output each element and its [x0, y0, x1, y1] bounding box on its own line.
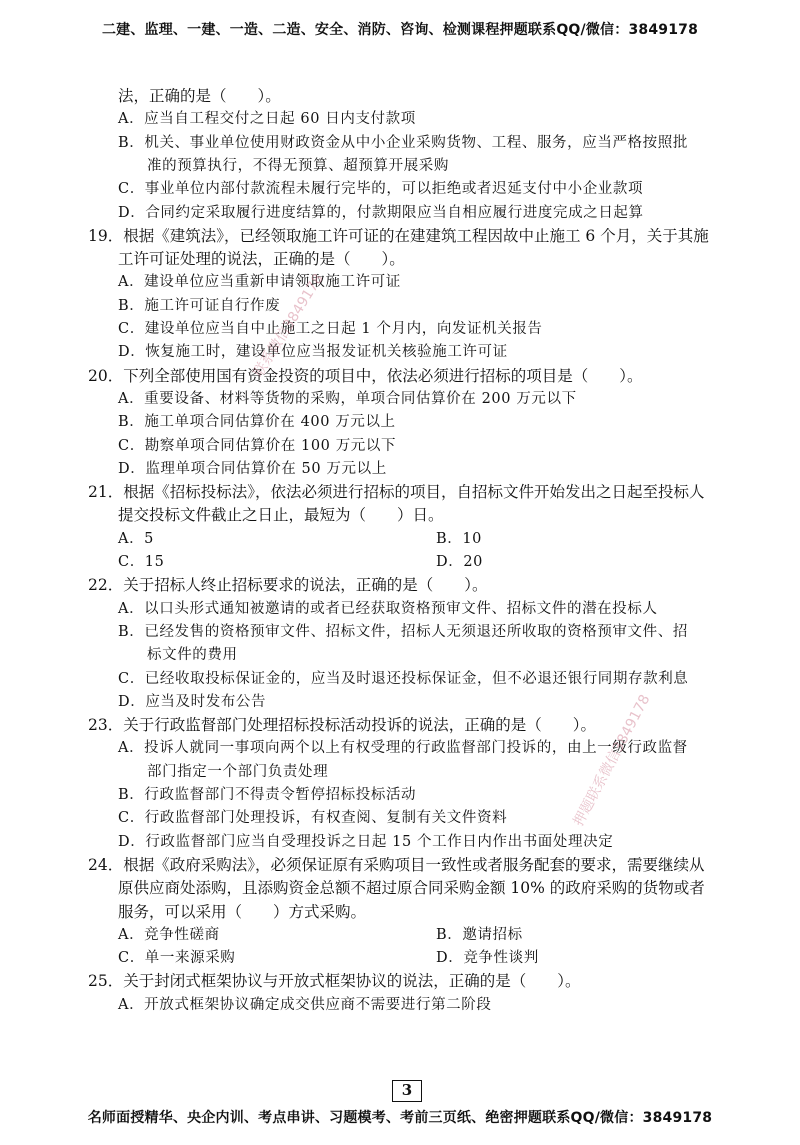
answer-option: C．行政监督部门处理投诉，有权查阅、复制有关文件资料 — [118, 810, 508, 826]
answer-option: A．竞争性磋商 — [118, 927, 220, 943]
answer-option: B．施工单项合同估算价在 400 万元以上 — [118, 414, 396, 430]
answer-option: D．20 — [436, 554, 483, 570]
question-text: 25．关于封闭式框架协议与开放式框架协议的说法，正确的是（ ）。 — [88, 972, 581, 990]
answer-option: D．应当及时发布公告 — [118, 694, 267, 710]
answer-option: B．施工许可证自行作废 — [118, 298, 281, 314]
answer-option: D．合同约定采取履行进度结算的，付款期限应当自相应履行进度完成之日起算 — [118, 205, 644, 221]
question-text: 原供应商处添购，且添购资金总额不超过原合同采购金额 10% 的政府采购的货物或者 — [118, 879, 705, 897]
answer-option: B．邀请招标 — [436, 927, 523, 943]
answer-option: A．以口头形式通知被邀请的或者已经获取资格预审文件、招标文件的潜在投标人 — [118, 601, 658, 617]
answer-option: A．重要设备、材料等货物的采购，单项合同估算价在 200 万元以下 — [118, 391, 577, 407]
question-text: 提交投标文件截止之日止，最短为（ ）日。 — [118, 506, 444, 524]
answer-option: D．行政监督部门应当自受理投诉之日起 15 个工作日内作出书面处理决定 — [118, 834, 614, 850]
answer-option: A．应当自工程交付之日起 60 日内支付款项 — [118, 111, 416, 127]
answer-option: A．建设单位应当重新申请领取施工许可证 — [118, 274, 401, 290]
answer-option: C．已经收取投标保证金的，应当及时退还投标保证金，但不必退还银行同期存款利息 — [118, 671, 689, 687]
question-text: 工许可证处理的说法，正确的是（ ）。 — [118, 250, 405, 268]
answer-option: D．监理单项合同估算价在 50 万元以上 — [118, 461, 387, 477]
page-number: 3 — [392, 1080, 422, 1102]
answer-option: C．单一来源采购 — [118, 950, 236, 966]
page-header: 二建、监理、一建、一造、二造、安全、消防、咨询、检测课程押题联系QQ/微信：3849178 — [101, 22, 699, 38]
answer-option: D．恢复施工时，建设单位应当报发证机关核验施工许可证 — [118, 344, 508, 360]
watermark: 押题联系微信3849178 — [570, 692, 654, 829]
answer-option: A．5 — [118, 531, 154, 547]
answer-option: B．已经发售的资格预审文件、招标文件，招标人无须退还所收取的资格预审文件、招 — [118, 624, 688, 640]
answer-option: 标文件的费用 — [147, 647, 238, 663]
question-text: 服务，可以采用（ ）方式采购。 — [118, 903, 367, 921]
answer-option: C．事业单位内部付款流程未履行完毕的，可以拒绝或者迟延支付中小企业款项 — [118, 181, 644, 197]
answer-option: C．15 — [118, 554, 165, 570]
page-footer: 名师面授精华、央企内训、考点串讲、习题模考、考前三页纸、绝密押题联系QQ/微信：3849178 — [87, 1110, 713, 1126]
question-text: 21．根据《招标投标法》，依法必须进行招标的项目，自招标文件开始发出之日起至投标人 — [88, 483, 705, 501]
answer-option: 部门指定一个部门负责处理 — [147, 764, 329, 780]
answer-option: 准的预算执行，不得无预算、超预算开展采购 — [147, 158, 449, 174]
answer-option: D．竞争性谈判 — [436, 950, 539, 966]
answer-option: A．开放式框架协议确定成交供应商不需要进行第二阶段 — [118, 997, 492, 1013]
answer-option: C．建设单位应当自中止施工之日起 1 个月内，向发证机关报告 — [118, 321, 543, 337]
answer-option: B．10 — [436, 531, 483, 547]
question-text: 法，正确的是（ ）。 — [118, 87, 281, 105]
answer-option: B．机关、事业单位使用财政资金从中小企业采购货物、工程、服务，应当严格按照批 — [118, 135, 688, 151]
watermark: 联系微信3849178 — [250, 271, 327, 381]
answer-option: A．投诉人就同一事项向两个以上有权受理的行政监督部门投诉的，由上一级行政监督 — [118, 740, 688, 756]
answer-option: C．勘察单项合同估算价在 100 万元以下 — [118, 438, 397, 454]
question-text: 23．关于行政监督部门处理招标投标活动投诉的说法，正确的是（ ）。 — [88, 716, 596, 734]
question-text: 19．根据《建筑法》，已经领取施工许可证的在建建筑工程因故中止施工 6 个月，关于其施 — [88, 227, 709, 245]
question-text: 20．下列全部使用国有资金投资的项目中，依法必须进行招标的项目是（ ）。 — [88, 367, 643, 385]
question-text: 24．根据《政府采购法》，必须保证原有采购项目一致性或者服务配套的要求，需要继续从 — [88, 856, 705, 874]
answer-option: B．行政监督部门不得责令暂停招标投标活动 — [118, 787, 417, 803]
question-text: 22．关于招标人终止招标要求的说法，正确的是（ ）。 — [88, 576, 488, 594]
